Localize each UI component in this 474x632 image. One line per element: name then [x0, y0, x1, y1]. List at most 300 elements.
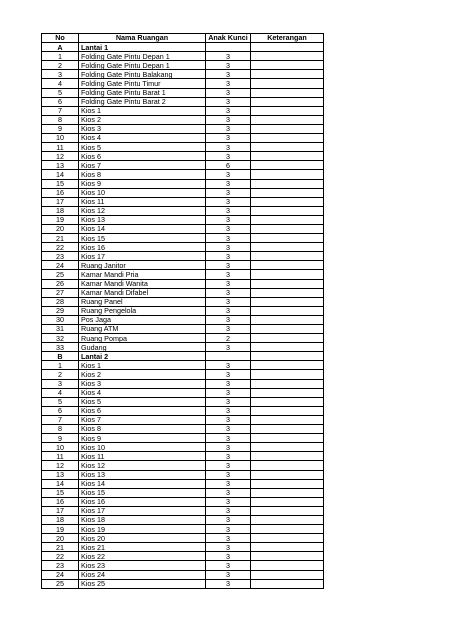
- table-row: [42, 379, 324, 388]
- row-nama-ruangan: Kios 24: [79, 570, 206, 579]
- row-number: 8: [42, 425, 79, 434]
- table-row: [42, 561, 324, 570]
- row-anak-kunci: 3: [206, 52, 251, 61]
- row-number: 19: [42, 525, 79, 534]
- row-anak-kunci: 3: [206, 197, 251, 206]
- row-number: 24: [42, 570, 79, 579]
- row-nama-ruangan: Kios 22: [79, 552, 206, 561]
- row-keterangan: [251, 488, 324, 497]
- row-number: 18: [42, 515, 79, 524]
- row-nama-ruangan: Ruang Panel: [79, 297, 206, 306]
- row-anak-kunci: 3: [206, 497, 251, 506]
- row-keterangan: [251, 206, 324, 215]
- row-anak-kunci: 3: [206, 70, 251, 79]
- row-keterangan: [251, 179, 324, 188]
- row-keterangan: [251, 343, 324, 352]
- table-row: [42, 224, 324, 233]
- table-row: [42, 434, 324, 443]
- table-row: [42, 234, 324, 243]
- row-keterangan: [251, 70, 324, 79]
- section-anak-kunci-cell: [206, 43, 251, 52]
- row-keterangan: [251, 479, 324, 488]
- row-nama-ruangan: Kios 7: [79, 415, 206, 424]
- row-nama-ruangan: Kios 4: [79, 388, 206, 397]
- table-row: [42, 579, 324, 588]
- row-keterangan: [251, 215, 324, 224]
- row-number: 4: [42, 388, 79, 397]
- row-anak-kunci: 3: [206, 343, 251, 352]
- table-row: [42, 261, 324, 270]
- row-keterangan: [251, 79, 324, 88]
- row-nama-ruangan: Folding Gate Pintu Balakang: [79, 70, 206, 79]
- row-number: 32: [42, 334, 79, 343]
- row-number: 26: [42, 279, 79, 288]
- row-number: 5: [42, 88, 79, 97]
- row-number: 31: [42, 325, 79, 334]
- section-code: A: [42, 43, 79, 52]
- table-row: [42, 315, 324, 324]
- row-anak-kunci: 3: [206, 306, 251, 315]
- table-row: [42, 425, 324, 434]
- section-title: Lantai 2: [79, 352, 206, 361]
- row-number: 16: [42, 188, 79, 197]
- table-row: [42, 361, 324, 370]
- row-keterangan: [251, 325, 324, 334]
- row-number: 14: [42, 479, 79, 488]
- row-keterangan: [251, 143, 324, 152]
- row-nama-ruangan: Kios 11: [79, 197, 206, 206]
- table-row: [42, 325, 324, 334]
- row-number: 25: [42, 270, 79, 279]
- row-nama-ruangan: Kios 9: [79, 434, 206, 443]
- row-keterangan: [251, 124, 324, 133]
- row-nama-ruangan: Folding Gate Pintu Depan 1: [79, 61, 206, 70]
- row-nama-ruangan: Kios 11: [79, 452, 206, 461]
- row-keterangan: [251, 261, 324, 270]
- row-anak-kunci: 3: [206, 470, 251, 479]
- header-no: No: [42, 34, 79, 43]
- table-row: [42, 97, 324, 106]
- row-anak-kunci: 3: [206, 252, 251, 261]
- row-nama-ruangan: Kamar Mandi Wanita: [79, 279, 206, 288]
- row-anak-kunci: 3: [206, 224, 251, 233]
- table-row: [42, 452, 324, 461]
- header-nama-ruangan: Nama Ruangan: [79, 34, 206, 43]
- row-number: 25: [42, 579, 79, 588]
- row-anak-kunci: 3: [206, 215, 251, 224]
- row-keterangan: [251, 534, 324, 543]
- row-anak-kunci: 3: [206, 443, 251, 452]
- row-nama-ruangan: Kios 1: [79, 106, 206, 115]
- row-number: 29: [42, 306, 79, 315]
- row-nama-ruangan: Ruang Pompa: [79, 334, 206, 343]
- row-nama-ruangan: Kios 12: [79, 461, 206, 470]
- table-row: [42, 243, 324, 252]
- row-number: 2: [42, 370, 79, 379]
- table-row: [42, 70, 324, 79]
- row-anak-kunci: 3: [206, 297, 251, 306]
- row-anak-kunci: 3: [206, 279, 251, 288]
- table-row: [42, 343, 324, 352]
- row-anak-kunci: 3: [206, 397, 251, 406]
- row-anak-kunci: 3: [206, 515, 251, 524]
- row-number: 3: [42, 70, 79, 79]
- row-keterangan: [251, 525, 324, 534]
- row-keterangan: [251, 461, 324, 470]
- row-keterangan: [251, 288, 324, 297]
- row-anak-kunci: 3: [206, 452, 251, 461]
- row-number: 20: [42, 224, 79, 233]
- row-nama-ruangan: Folding Gate Pintu Barat 2: [79, 97, 206, 106]
- table-row: [42, 497, 324, 506]
- row-number: 16: [42, 497, 79, 506]
- header-anak-kunci: Anak Kunci: [206, 34, 251, 43]
- section-title: Lantai 1: [79, 43, 206, 52]
- row-keterangan: [251, 561, 324, 570]
- row-number: 24: [42, 261, 79, 270]
- row-number: 20: [42, 534, 79, 543]
- row-nama-ruangan: Folding Gate Pintu Depan 1: [79, 52, 206, 61]
- row-anak-kunci: 6: [206, 161, 251, 170]
- row-keterangan: [251, 88, 324, 97]
- row-anak-kunci: 3: [206, 552, 251, 561]
- section-keterangan-cell: [251, 352, 324, 361]
- row-number: 22: [42, 243, 79, 252]
- table-row: [42, 543, 324, 552]
- row-anak-kunci: 3: [206, 325, 251, 334]
- table-row: [42, 306, 324, 315]
- row-anak-kunci: 3: [206, 479, 251, 488]
- table-body: [42, 43, 324, 589]
- table-row: [42, 215, 324, 224]
- row-nama-ruangan: Kios 14: [79, 224, 206, 233]
- table-row: [42, 161, 324, 170]
- row-anak-kunci: 3: [206, 525, 251, 534]
- section-anak-kunci-cell: [206, 352, 251, 361]
- row-keterangan: [251, 188, 324, 197]
- table-row: [42, 443, 324, 452]
- table-row: [42, 88, 324, 97]
- section-header-row: [42, 43, 324, 52]
- row-keterangan: [251, 106, 324, 115]
- row-anak-kunci: 3: [206, 415, 251, 424]
- table-row: [42, 270, 324, 279]
- table-row: [42, 179, 324, 188]
- row-number: 6: [42, 406, 79, 415]
- table-row: [42, 370, 324, 379]
- row-number: 2: [42, 61, 79, 70]
- row-anak-kunci: 3: [206, 315, 251, 324]
- row-nama-ruangan: Gudang: [79, 343, 206, 352]
- row-number: 19: [42, 215, 79, 224]
- row-anak-kunci: 3: [206, 152, 251, 161]
- row-anak-kunci: 3: [206, 288, 251, 297]
- row-anak-kunci: 3: [206, 270, 251, 279]
- table-row: [42, 206, 324, 215]
- row-nama-ruangan: Kios 25: [79, 579, 206, 588]
- table-row: [42, 297, 324, 306]
- row-anak-kunci: 2: [206, 334, 251, 343]
- table-row: [42, 115, 324, 124]
- row-keterangan: [251, 452, 324, 461]
- row-keterangan: [251, 161, 324, 170]
- table-row: [42, 488, 324, 497]
- row-nama-ruangan: Kios 12: [79, 206, 206, 215]
- row-number: 5: [42, 397, 79, 406]
- row-keterangan: [251, 370, 324, 379]
- row-keterangan: [251, 552, 324, 561]
- row-keterangan: [251, 361, 324, 370]
- row-number: 27: [42, 288, 79, 297]
- table-row: [42, 143, 324, 152]
- row-number: 4: [42, 79, 79, 88]
- table-row: [42, 406, 324, 415]
- row-number: 12: [42, 152, 79, 161]
- table-row: [42, 52, 324, 61]
- table-row: [42, 470, 324, 479]
- row-anak-kunci: 3: [206, 488, 251, 497]
- row-anak-kunci: 3: [206, 79, 251, 88]
- row-keterangan: [251, 579, 324, 588]
- row-keterangan: [251, 415, 324, 424]
- row-number: 13: [42, 470, 79, 479]
- row-anak-kunci: 3: [206, 406, 251, 415]
- row-number: 23: [42, 561, 79, 570]
- row-number: 11: [42, 143, 79, 152]
- row-anak-kunci: 3: [206, 425, 251, 434]
- row-keterangan: [251, 61, 324, 70]
- row-number: 21: [42, 234, 79, 243]
- row-keterangan: [251, 52, 324, 61]
- row-keterangan: [251, 434, 324, 443]
- row-anak-kunci: 3: [206, 361, 251, 370]
- row-nama-ruangan: Kios 15: [79, 488, 206, 497]
- row-anak-kunci: 3: [206, 188, 251, 197]
- section-code: B: [42, 352, 79, 361]
- row-nama-ruangan: Kios 6: [79, 406, 206, 415]
- row-number: 8: [42, 115, 79, 124]
- row-nama-ruangan: Ruang Pengelola: [79, 306, 206, 315]
- row-nama-ruangan: Kios 1: [79, 361, 206, 370]
- table-row: [42, 288, 324, 297]
- section-header-row: [42, 352, 324, 361]
- row-keterangan: [251, 406, 324, 415]
- row-number: 1: [42, 52, 79, 61]
- row-keterangan: [251, 543, 324, 552]
- table-row: [42, 397, 324, 406]
- row-nama-ruangan: Kios 10: [79, 443, 206, 452]
- row-anak-kunci: 3: [206, 97, 251, 106]
- table-row: [42, 515, 324, 524]
- row-number: 9: [42, 124, 79, 133]
- table-row: [42, 388, 324, 397]
- row-nama-ruangan: Kios 7: [79, 161, 206, 170]
- row-nama-ruangan: Folding Gate Pintu Timur: [79, 79, 206, 88]
- row-keterangan: [251, 443, 324, 452]
- row-keterangan: [251, 570, 324, 579]
- row-nama-ruangan: Kamar Mandi Pria: [79, 270, 206, 279]
- row-anak-kunci: 3: [206, 206, 251, 215]
- table-row: [42, 61, 324, 70]
- row-keterangan: [251, 315, 324, 324]
- row-nama-ruangan: Kios 9: [79, 179, 206, 188]
- row-nama-ruangan: Kios 5: [79, 397, 206, 406]
- row-anak-kunci: 3: [206, 388, 251, 397]
- row-number: 14: [42, 170, 79, 179]
- row-keterangan: [251, 97, 324, 106]
- row-nama-ruangan: Ruang Janitor: [79, 261, 206, 270]
- row-keterangan: [251, 134, 324, 143]
- row-keterangan: [251, 388, 324, 397]
- row-keterangan: [251, 270, 324, 279]
- row-number: 17: [42, 197, 79, 206]
- row-anak-kunci: 3: [206, 88, 251, 97]
- table-row: [42, 506, 324, 515]
- row-anak-kunci: 3: [206, 461, 251, 470]
- table-row: [42, 552, 324, 561]
- table-row: [42, 279, 324, 288]
- row-number: 18: [42, 206, 79, 215]
- row-number: 23: [42, 252, 79, 261]
- row-anak-kunci: 3: [206, 243, 251, 252]
- row-number: 3: [42, 379, 79, 388]
- table-row: [42, 252, 324, 261]
- row-anak-kunci: 3: [206, 61, 251, 70]
- table-row: [42, 479, 324, 488]
- row-nama-ruangan: Kios 23: [79, 561, 206, 570]
- row-nama-ruangan: Kios 19: [79, 525, 206, 534]
- row-number: 7: [42, 415, 79, 424]
- row-nama-ruangan: Folding Gate Pintu Barat 1: [79, 88, 206, 97]
- row-nama-ruangan: Kios 4: [79, 134, 206, 143]
- row-nama-ruangan: Kios 17: [79, 252, 206, 261]
- row-keterangan: [251, 252, 324, 261]
- row-keterangan: [251, 425, 324, 434]
- row-nama-ruangan: Kios 16: [79, 497, 206, 506]
- row-nama-ruangan: Kios 5: [79, 143, 206, 152]
- row-nama-ruangan: Kios 8: [79, 170, 206, 179]
- row-nama-ruangan: Pos Jaga: [79, 315, 206, 324]
- row-nama-ruangan: Kios 16: [79, 243, 206, 252]
- row-nama-ruangan: Kios 3: [79, 124, 206, 133]
- row-keterangan: [251, 297, 324, 306]
- row-nama-ruangan: Kios 14: [79, 479, 206, 488]
- row-anak-kunci: 3: [206, 134, 251, 143]
- row-number: 30: [42, 315, 79, 324]
- row-nama-ruangan: Kios 13: [79, 470, 206, 479]
- row-keterangan: [251, 152, 324, 161]
- row-keterangan: [251, 497, 324, 506]
- row-nama-ruangan: Kios 6: [79, 152, 206, 161]
- table-row: [42, 334, 324, 343]
- row-number: 17: [42, 506, 79, 515]
- row-nama-ruangan: Kios 3: [79, 379, 206, 388]
- row-anak-kunci: 3: [206, 106, 251, 115]
- row-keterangan: [251, 197, 324, 206]
- row-keterangan: [251, 234, 324, 243]
- row-number: 12: [42, 461, 79, 470]
- row-nama-ruangan: Kios 2: [79, 370, 206, 379]
- row-number: 10: [42, 134, 79, 143]
- row-nama-ruangan: Kios 10: [79, 188, 206, 197]
- table-row: [42, 106, 324, 115]
- table-row: [42, 570, 324, 579]
- row-number: 15: [42, 488, 79, 497]
- row-nama-ruangan: Kios 21: [79, 543, 206, 552]
- table-row: [42, 124, 324, 133]
- row-anak-kunci: 3: [206, 261, 251, 270]
- row-nama-ruangan: Ruang ATM: [79, 325, 206, 334]
- row-anak-kunci: 3: [206, 234, 251, 243]
- row-number: 10: [42, 443, 79, 452]
- row-nama-ruangan: Kamar Mandi Difabel: [79, 288, 206, 297]
- row-nama-ruangan: Kios 20: [79, 534, 206, 543]
- row-number: 9: [42, 434, 79, 443]
- header-row: [42, 34, 324, 43]
- row-number: 33: [42, 343, 79, 352]
- table-row: [42, 188, 324, 197]
- row-anak-kunci: 3: [206, 506, 251, 515]
- row-nama-ruangan: Kios 2: [79, 115, 206, 124]
- row-keterangan: [251, 170, 324, 179]
- header-keterangan: Keterangan: [251, 34, 324, 43]
- row-keterangan: [251, 279, 324, 288]
- table-row: [42, 134, 324, 143]
- room-key-table: [41, 33, 324, 589]
- row-number: 7: [42, 106, 79, 115]
- row-keterangan: [251, 515, 324, 524]
- row-number: 1: [42, 361, 79, 370]
- row-anak-kunci: 3: [206, 170, 251, 179]
- row-anak-kunci: 3: [206, 143, 251, 152]
- row-keterangan: [251, 243, 324, 252]
- row-keterangan: [251, 224, 324, 233]
- row-anak-kunci: 3: [206, 379, 251, 388]
- table-row: [42, 152, 324, 161]
- row-nama-ruangan: Kios 18: [79, 515, 206, 524]
- row-anak-kunci: 3: [206, 115, 251, 124]
- row-keterangan: [251, 306, 324, 315]
- row-anak-kunci: 3: [206, 570, 251, 579]
- row-keterangan: [251, 334, 324, 343]
- table-row: [42, 79, 324, 88]
- row-anak-kunci: 3: [206, 434, 251, 443]
- row-keterangan: [251, 397, 324, 406]
- row-anak-kunci: 3: [206, 124, 251, 133]
- row-keterangan: [251, 470, 324, 479]
- row-nama-ruangan: Kios 13: [79, 215, 206, 224]
- row-anak-kunci: 3: [206, 370, 251, 379]
- table-row: [42, 415, 324, 424]
- table-row: [42, 525, 324, 534]
- row-keterangan: [251, 506, 324, 515]
- row-nama-ruangan: Kios 17: [79, 506, 206, 515]
- table-row: [42, 170, 324, 179]
- row-number: 22: [42, 552, 79, 561]
- row-keterangan: [251, 115, 324, 124]
- row-anak-kunci: 3: [206, 179, 251, 188]
- row-number: 11: [42, 452, 79, 461]
- row-anak-kunci: 3: [206, 579, 251, 588]
- table-row: [42, 534, 324, 543]
- row-nama-ruangan: Kios 15: [79, 234, 206, 243]
- row-anak-kunci: 3: [206, 534, 251, 543]
- row-number: 15: [42, 179, 79, 188]
- row-anak-kunci: 3: [206, 543, 251, 552]
- row-nama-ruangan: Kios 8: [79, 425, 206, 434]
- row-number: 28: [42, 297, 79, 306]
- row-anak-kunci: 3: [206, 561, 251, 570]
